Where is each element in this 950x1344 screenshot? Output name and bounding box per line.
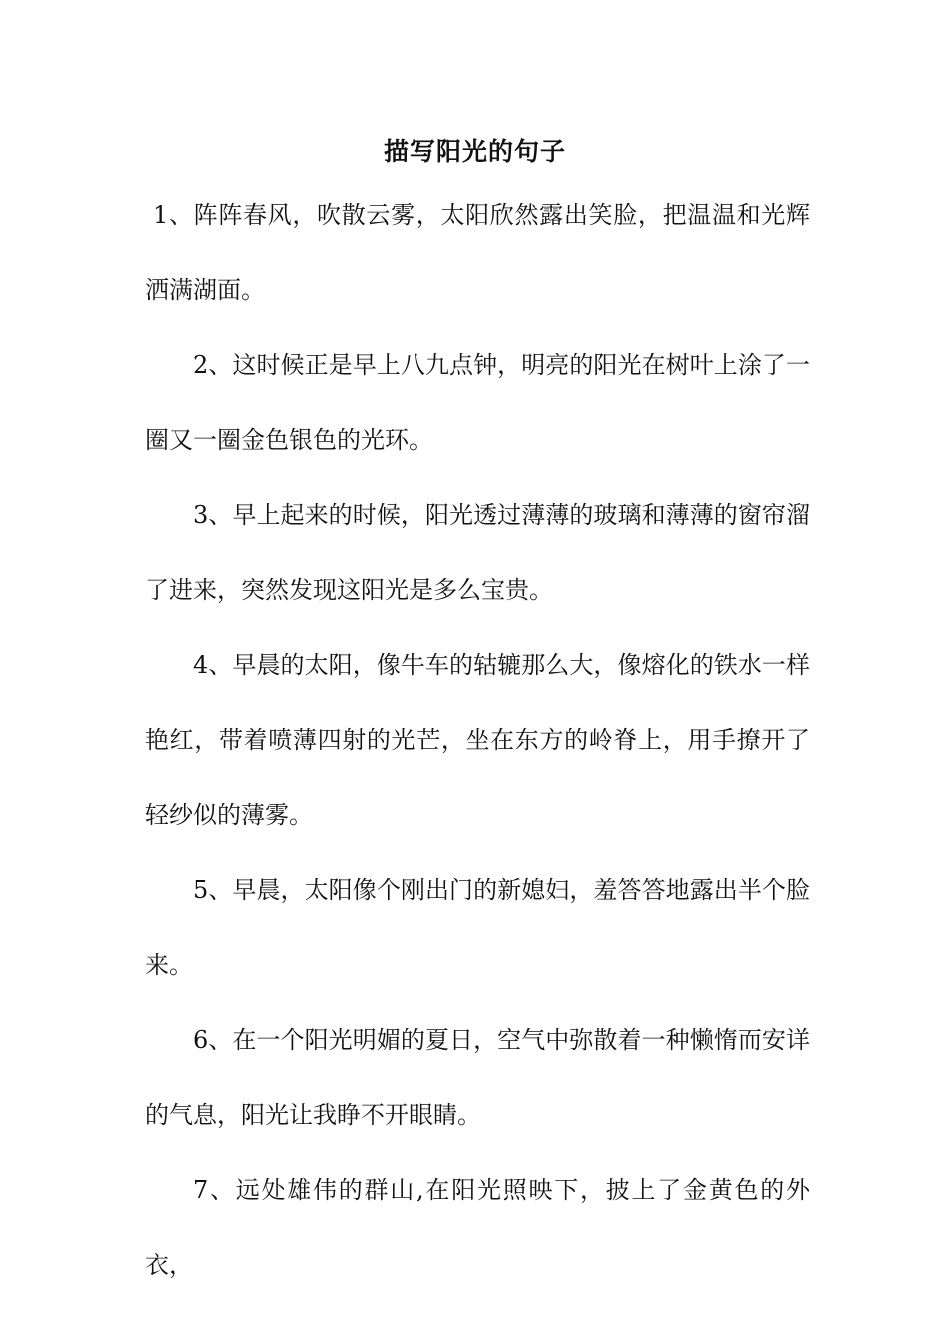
paragraph-1: 1、阵阵春风，吹散云雾，太阳欣然露出笑脸，把温温和光辉洒满湖面。	[145, 201, 810, 304]
paragraph-5: 5、早晨，太阳像个刚出门的新媳妇，羞答答地露出半个脸来。	[145, 876, 810, 979]
paragraph-6: 6、在一个阳光明媚的夏日，空气中弥散着一种懒惰而安详的气息，阳光让我睁不开眼睛。	[145, 1026, 810, 1129]
document-title: 描写阳光的句子	[383, 137, 566, 166]
paragraph-2: 2、这时候正是早上八九点钟，明亮的阳光在树叶上涂了一圈又一圈金色银色的光环。	[145, 351, 810, 454]
document-body	[145, 178, 810, 1303]
paragraph-3: 3、早上起来的时候，阳光透过薄薄的玻璃和薄薄的窗帘溜了进来，突然发现这阳光是多么宝贵。	[145, 501, 810, 604]
paragraph-7: 7、远处雄伟的群山,在阳光照映下，披上了金黄色的外衣，	[145, 1176, 810, 1279]
paragraph-4: 4、早晨的太阳，像牛车的轱辘那么大，像熔化的铁水一样艳红，带着喷薄四射的光芒，坐在东方的岭脊上，用手撩开了轻纱似的薄雾。	[145, 651, 810, 829]
